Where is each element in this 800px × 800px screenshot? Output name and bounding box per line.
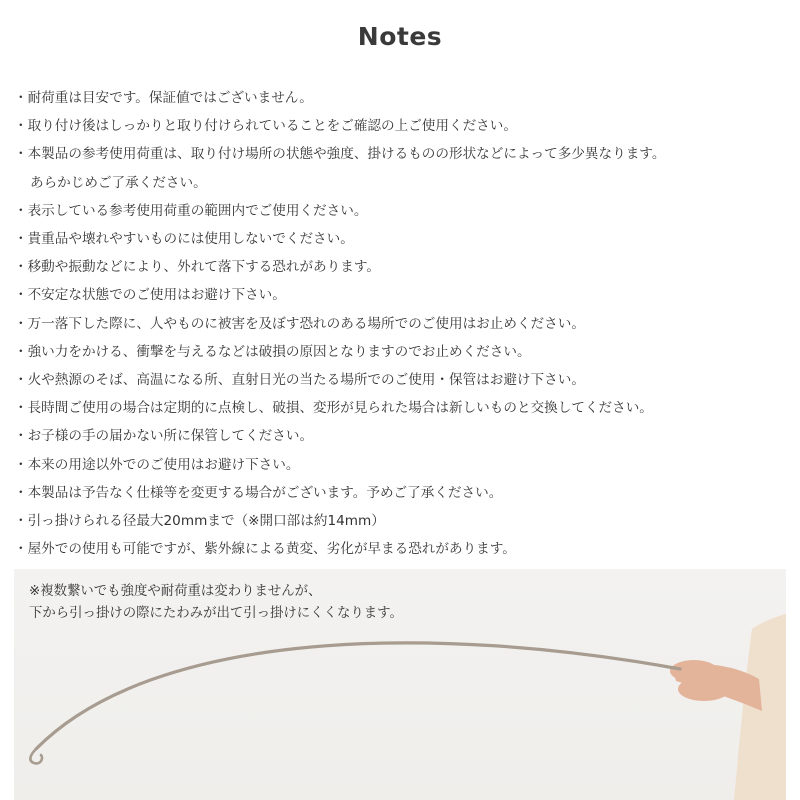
note-item: ・強い力をかける、衝撃を与えるなどは破損の原因となりますのでお止めください。 (14, 343, 531, 360)
note-item: ・長時間ご使用の場合は定期的に点検し、破損、変形が見られた場合は新しいものと交換してください。 (14, 400, 653, 417)
note-item: ・表示している参考使用荷重の範囲内でご使用ください。 (14, 202, 368, 219)
note-item: ・耐荷重は目安です。保証値ではございません。 (14, 90, 313, 106)
hand-lower (678, 677, 730, 701)
note-item: ・引っ掛けられる径最大20mmまで（※開口部は約14mm） (14, 513, 385, 530)
caption-line-2: 下から引っ掛けの際にたわみが出て引っ掛けにくくなります。 (29, 606, 403, 621)
note-item: ・本製品は予告なく仕様等を変更する場合がございます。予めご了承ください。 (14, 484, 503, 501)
note-item: ・移動や振動などにより、外れて落下する恐れがあります。 (14, 259, 380, 276)
note-item: ・お子様の手の届かない所に保管してください。 (14, 428, 314, 445)
caption (29, 581, 403, 625)
hook-end-icon (30, 749, 42, 763)
note-item: ・貴重品や壊れやすいものには使用しないでください。 (14, 231, 354, 248)
note-item: ・不安定な状態でのご使用はお避け下さい。 (14, 287, 286, 304)
note-item: ・取り付け後はしっかりと取り付けられていることをご確認の上ご使用ください。 (14, 118, 517, 135)
note-item: ・本来の用途以外でのご使用はお避け下さい。 (14, 456, 300, 473)
caption-line-1: ※複数繋いでも強度や耐荷重は変わりませんが、 (29, 584, 322, 599)
note-item: ・火や熱源のそば、高温になる所、直射日光の当たる場所でのご使用・保管はお避け下さい。 (14, 372, 585, 389)
note-item: ・屋外での使用も可能ですが、紫外線による黄変、劣化が早まる恐れがあります。 (14, 541, 516, 558)
product-photo (14, 569, 786, 800)
hook-rod (36, 643, 680, 749)
note-item: ・万一落下した際に、人やものに被害を及ぼす恐れのある場所でのご使用はお止めください。 (14, 315, 585, 332)
notes-list (14, 84, 794, 563)
note-item-continuation: あらかじめご了承ください。 (30, 174, 207, 191)
page-title: Notes (357, 22, 443, 51)
note-item: ・本製品の参考使用荷重は、取り付け場所の状態や強度、掛けるものの形状などによって多少異なります。 (14, 146, 666, 163)
